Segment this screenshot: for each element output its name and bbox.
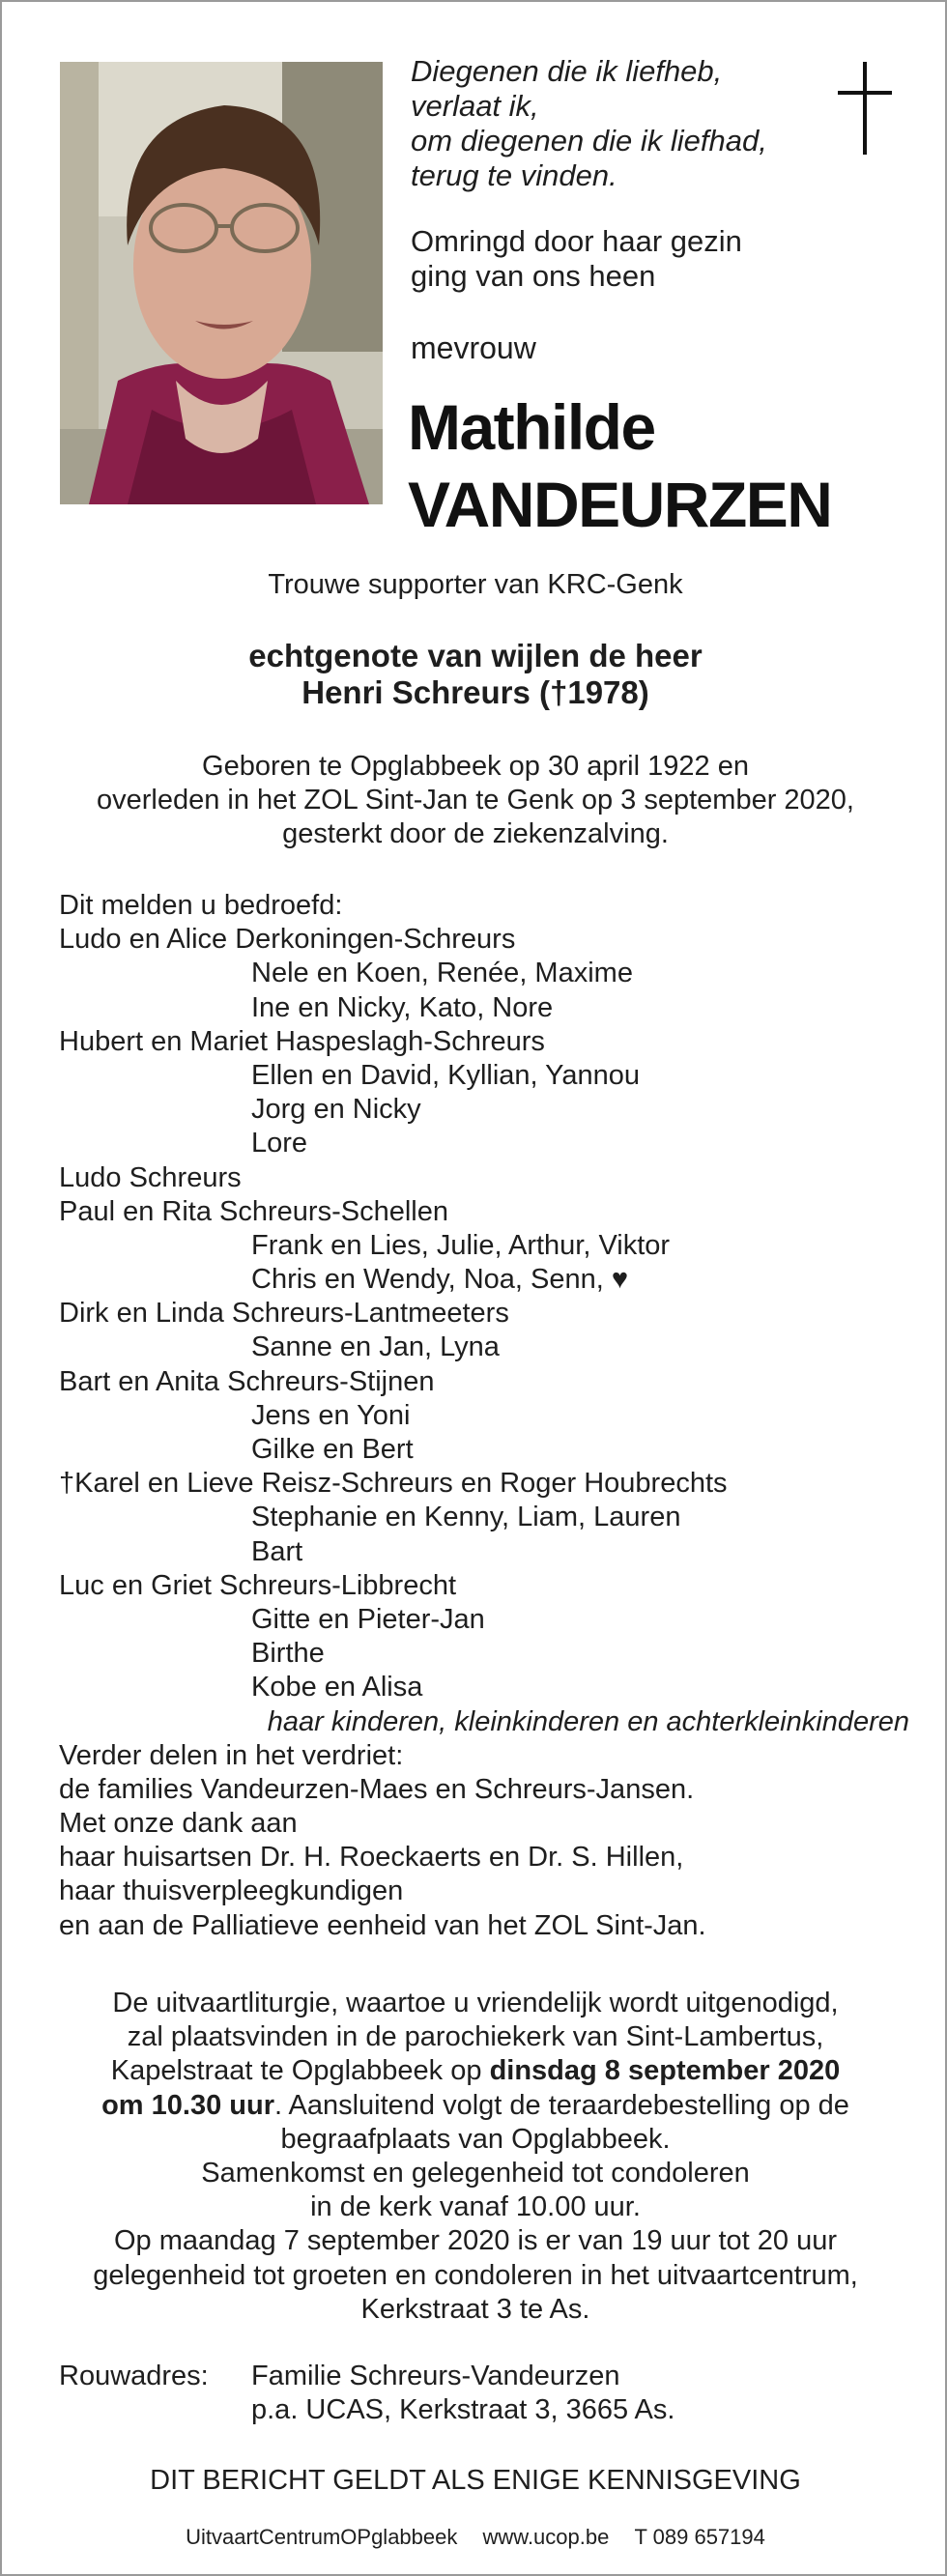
first-name: Mathilde xyxy=(408,391,655,463)
poem xyxy=(411,54,817,193)
funeral-line: Kerkstraat 3 te As. xyxy=(360,2293,590,2325)
funeral-place: Kapelstraat te Opglabbeek op xyxy=(110,2055,490,2087)
family-line: Hubert en Mariet Haspeslagh-Schreurs xyxy=(59,1025,545,1057)
family-line: Birthe xyxy=(251,1638,325,1670)
family-line: Sanne en Jan, Lyna xyxy=(251,1331,500,1363)
family-line: †Karel en Lieve Reisz-Schreurs en Roger Houbrechts xyxy=(59,1468,728,1500)
last-name: VANDEURZEN xyxy=(408,469,832,540)
footer-website[interactable]: www.ucop.be xyxy=(482,2525,610,2549)
address-line: p.a. UCAS, Kerkstraat 3, 3665 As. xyxy=(251,2394,675,2425)
honorific: mevrouw xyxy=(411,330,536,365)
family-line: Jorg en Nicky xyxy=(251,1094,421,1126)
funeral-date: dinsdag 8 september 2020 xyxy=(489,2055,841,2087)
funeral-line: Samenkomst en gelegenheid tot condoleren xyxy=(201,2158,750,2190)
supporter-note xyxy=(2,568,947,601)
family-line: Kobe en Alisa xyxy=(251,1672,423,1703)
funeral-time: om 10.30 uur xyxy=(101,2089,274,2121)
poem-line: verlaat ik, xyxy=(411,89,539,123)
funeral-line: zal plaatsvinden in de parochiekerk van Sint-Lambertus, xyxy=(127,2021,824,2053)
spouse-info xyxy=(2,638,947,711)
family-line: Dit melden u bedroefd: xyxy=(59,890,343,921)
family-line: Jens en Yoni xyxy=(251,1399,411,1431)
address-label: Rouwadres: xyxy=(59,2361,209,2391)
spouse-line: Henri Schreurs (†1978) xyxy=(301,674,649,710)
footer-company: UitvaartCentrumOPglabbeek xyxy=(186,2525,458,2549)
funeral-line: in de kerk vanaf 10.00 uur. xyxy=(310,2191,641,2223)
family-line: haar huisartsen Dr. H. Roeckaerts en Dr. S. Hillen, xyxy=(59,1842,684,1874)
supporter-line: Trouwe supporter van KRC-Genk xyxy=(268,569,683,600)
birth-line: Geboren te Opglabbeek op 30 april 1922 en xyxy=(202,751,749,782)
funeral-line: Op maandag 7 september 2020 is er van 19 uur tot 20 uur xyxy=(113,2225,838,2257)
intro-text xyxy=(411,224,817,294)
family-line: Ludo en Alice Derkoningen-Schreurs xyxy=(59,924,516,956)
intro-line: ging van ons heen xyxy=(411,259,656,293)
notice-line xyxy=(2,2464,947,2497)
address-line: Familie Schreurs-Vandeurzen xyxy=(251,2361,620,2391)
birth-line: overleden in het ZOL Sint-Jan te Genk op 3 september 2020, xyxy=(96,785,854,816)
footer xyxy=(2,2524,947,2551)
footer-line xyxy=(2,2524,947,2551)
intro-line: Omringd door haar gezin xyxy=(411,224,742,258)
spouse-line: echtgenote van wijlen de heer xyxy=(248,638,703,673)
family-line: Ine en Nicky, Kato, Nore xyxy=(251,991,554,1023)
funeral-burial: . Aansluitend volgt de teraardebestelling op de xyxy=(273,2089,849,2121)
funeral-info xyxy=(2,1987,947,2327)
poem-line: Diegenen die ik liefheb, xyxy=(411,54,723,88)
family-line: haar thuisverpleegkundigen xyxy=(59,1875,404,1907)
family-line: Stephanie en Kenny, Liam, Lauren xyxy=(251,1502,681,1533)
family-line: Ellen en David, Kyllian, Yannou xyxy=(251,1059,640,1091)
family-line: Nele en Koen, Renée, Maxime xyxy=(251,958,633,989)
funeral-line xyxy=(2,2089,947,2123)
family-line: Dirk en Linda Schreurs-Lantmeeters xyxy=(59,1298,509,1330)
family-line: Frank en Lies, Julie, Arthur, Viktor xyxy=(251,1229,671,1261)
family-line: Paul en Rita Schreurs-Schellen xyxy=(59,1195,448,1227)
address-row xyxy=(59,2393,909,2427)
funeral-line: De uitvaartliturgie, waartoe u vriendelijk wordt uitgenodigd, xyxy=(112,1988,839,2018)
family-line: Chris en Wendy, Noa, Senn, ♥ xyxy=(251,1264,629,1296)
family-line: Ludo Schreurs xyxy=(59,1161,242,1193)
funeral-line xyxy=(2,2054,947,2088)
poem-line: terug te vinden. xyxy=(411,158,617,192)
funeral-line: begraafplaats van Opglabbeek. xyxy=(280,2123,671,2155)
family-signature: haar kinderen, kleinkinderen en achterkleinkinderen xyxy=(267,1705,909,1737)
family-line: de families Vandeurzen-Maes en Schreurs-Jansen. xyxy=(59,1773,695,1805)
family-line: Luc en Griet Schreurs-Libbrecht xyxy=(59,1569,457,1601)
notice-text: DIT BERICHT GELDT ALS ENIGE KENNISGEVING xyxy=(150,2465,801,2496)
funeral-line: gelegenheid tot groeten en condoleren in het uitvaartcentrum, xyxy=(93,2259,858,2291)
family-line: Lore xyxy=(251,1128,308,1159)
family-list xyxy=(59,889,909,1943)
family-line: Verder delen in het verdriet: xyxy=(59,1739,404,1771)
family-line: Met onze dank aan xyxy=(59,1808,298,1840)
family-line: Bart en Anita Schreurs-Stijnen xyxy=(59,1365,435,1397)
birth-line: gesterkt door de ziekenzalving. xyxy=(282,818,669,849)
birth-death-info xyxy=(2,750,947,851)
family-line: Gitte en Pieter-Jan xyxy=(251,1603,485,1635)
deceased-name xyxy=(408,388,831,543)
mourning-address xyxy=(59,2360,909,2427)
family-line: en aan de Palliatieve eenheid van het ZOL Sint-Jan. xyxy=(59,1909,706,1941)
family-line: Bart xyxy=(251,1535,303,1567)
family-line: Gilke en Bert xyxy=(251,1434,414,1465)
footer-phone: T 089 657194 xyxy=(634,2525,765,2549)
cross-icon xyxy=(838,62,892,155)
poem-line: om diegenen die ik liefhad, xyxy=(411,124,767,157)
address-row xyxy=(59,2360,909,2393)
portrait-photo xyxy=(60,62,383,504)
